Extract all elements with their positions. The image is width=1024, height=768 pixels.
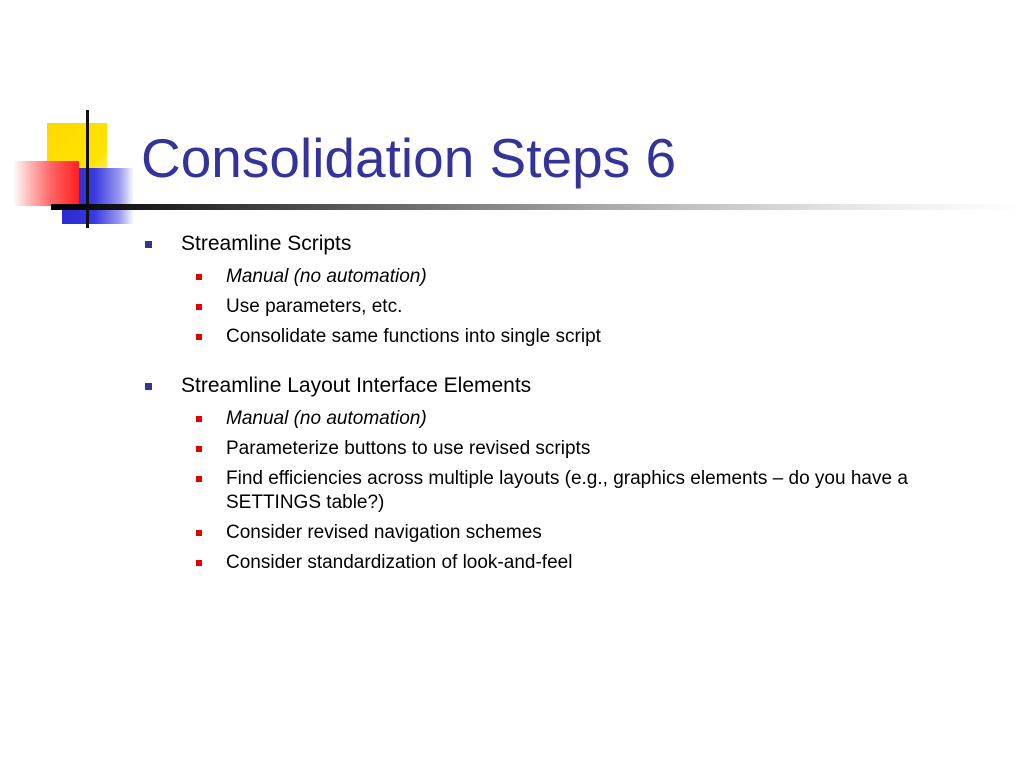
sub-bullet-text: Consider revised navigation schemes bbox=[226, 522, 542, 543]
sub-bullet-text: Parameterize buttons to use revised scripts bbox=[226, 438, 591, 459]
logo-red-square bbox=[13, 161, 79, 206]
sub-bullet-item bbox=[0, 407, 1024, 431]
square-bullet-icon bbox=[196, 476, 202, 482]
square-bullet-icon bbox=[196, 334, 202, 340]
sub-bullet-text: Manual (no automation) bbox=[226, 266, 427, 287]
bullet-section-scripts bbox=[0, 229, 1024, 349]
title-underline bbox=[51, 204, 1024, 210]
sub-bullet-item bbox=[0, 325, 1024, 349]
sub-bullet-text: Use parameters, etc. bbox=[226, 296, 403, 317]
level1-bullet-item bbox=[0, 229, 1024, 259]
logo-vertical-line bbox=[86, 110, 89, 228]
sub-bullet-item bbox=[0, 437, 1024, 461]
sub-bullet-list bbox=[0, 265, 1024, 349]
sub-bullet-text: Consider standardization of look-and-feel bbox=[226, 552, 573, 573]
sub-bullet-item bbox=[0, 551, 1024, 575]
level1-bullet-item bbox=[0, 371, 1024, 401]
square-bullet-icon bbox=[196, 304, 202, 310]
level1-bullet-text: Streamline Layout Interface Elements bbox=[181, 374, 532, 397]
slide-title: Consolidation Steps 6 bbox=[141, 127, 677, 189]
square-bullet-icon bbox=[145, 241, 152, 248]
square-bullet-icon bbox=[196, 560, 202, 566]
square-bullet-icon bbox=[196, 530, 202, 536]
sub-bullet-item bbox=[0, 295, 1024, 319]
sub-bullet-text: Consolidate same functions into single script bbox=[226, 326, 601, 347]
sub-bullet-item bbox=[0, 521, 1024, 545]
slide-content bbox=[0, 229, 1024, 597]
sub-bullet-text: Manual (no automation) bbox=[226, 408, 427, 429]
bullet-section-layout bbox=[0, 371, 1024, 575]
sub-bullet-list bbox=[0, 407, 1024, 575]
sub-bullet-item bbox=[0, 467, 1024, 515]
square-bullet-icon bbox=[145, 383, 152, 390]
sub-bullet-item bbox=[0, 265, 1024, 289]
square-bullet-icon bbox=[196, 416, 202, 422]
square-bullet-icon bbox=[196, 446, 202, 452]
level1-bullet-text: Streamline Scripts bbox=[181, 232, 352, 255]
sub-bullet-text: Find efficiencies across multiple layouts (e.g., graphics elements – do you have a SETTINGS table?) bbox=[226, 468, 908, 513]
square-bullet-icon bbox=[196, 274, 202, 280]
